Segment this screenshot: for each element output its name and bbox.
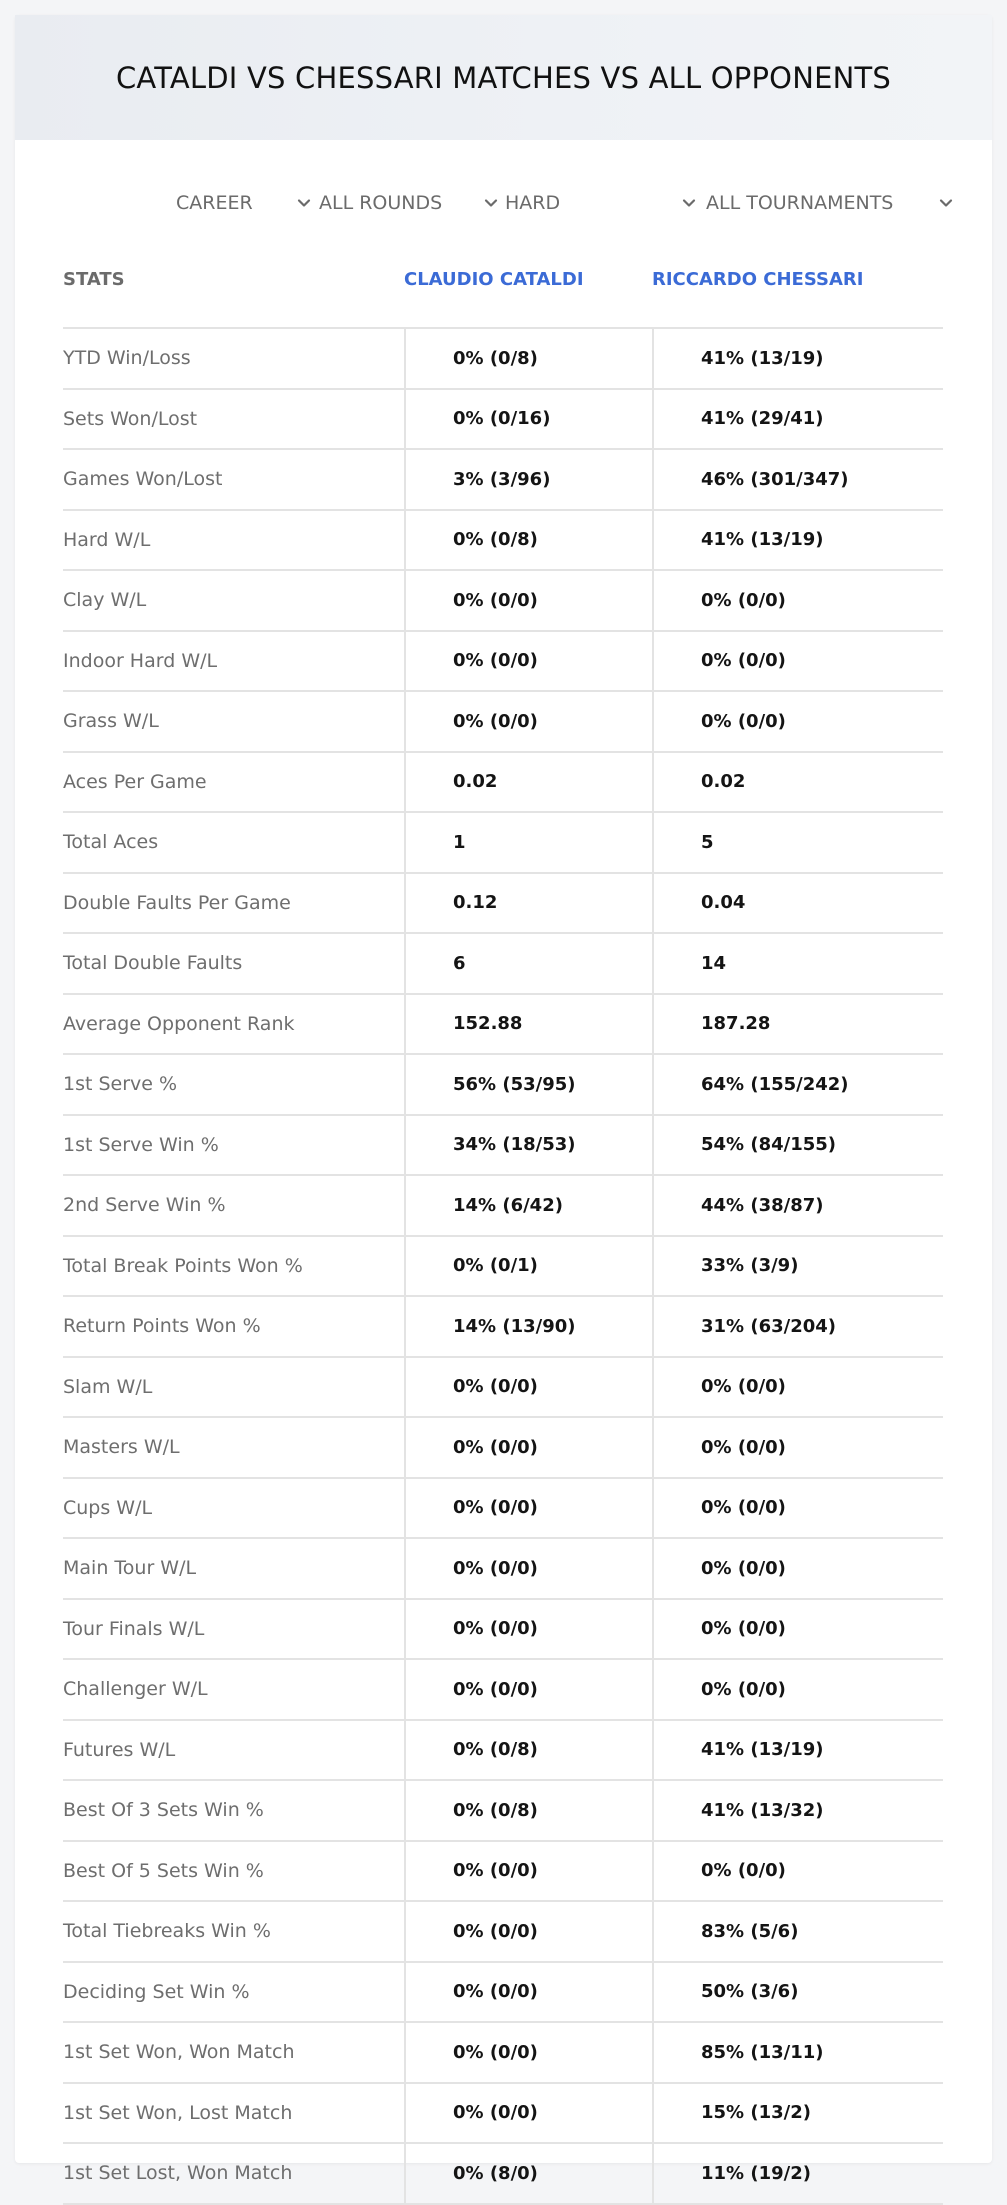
stat-label: Aces Per Game xyxy=(63,770,207,793)
table-row xyxy=(63,632,943,693)
stat-label: Total Aces xyxy=(63,831,159,854)
stat-label: 2nd Serve Win % xyxy=(63,1194,226,1217)
table-row xyxy=(63,1539,943,1600)
player2-value: 0.02 xyxy=(652,753,943,812)
page-title: CATALDI VS CHESSARI MATCHES VS ALL OPPONENTS xyxy=(115,60,892,95)
player1-value: 0% (8/0) xyxy=(404,2144,652,2203)
player1-value: 0% (0/0) xyxy=(404,1842,652,1901)
player2-value: 41% (13/19) xyxy=(652,329,943,388)
stat-label: Tour Finals W/L xyxy=(63,1617,205,1640)
chevron-down-icon xyxy=(296,195,312,211)
stat-label: Deciding Set Win % xyxy=(63,1980,250,2003)
table-row xyxy=(63,1660,943,1721)
player1-value: 0% (0/8) xyxy=(404,511,652,570)
filter-tournaments-select[interactable] xyxy=(706,183,954,223)
stat-label: Best Of 3 Sets Win % xyxy=(63,1799,264,1822)
stat-label: Sets Won/Lost xyxy=(63,407,198,430)
player1-value: 0% (0/0) xyxy=(404,1418,652,1477)
stat-label: Average Opponent Rank xyxy=(63,1012,295,1035)
player2-value: 44% (38/87) xyxy=(652,1176,943,1235)
player2-value: 0% (0/0) xyxy=(652,1479,943,1538)
player1-value: 0% (0/0) xyxy=(404,571,652,630)
filter-bar xyxy=(15,183,992,223)
table-row xyxy=(63,874,943,935)
player2-value: 31% (63/204) xyxy=(652,1297,943,1356)
player1-value: 0% (0/0) xyxy=(404,1600,652,1659)
stat-label: 1st Set Won, Lost Match xyxy=(63,2101,293,2124)
player1-value: 0% (0/0) xyxy=(404,692,652,751)
table-row xyxy=(63,1479,943,1540)
stat-label: 1st Set Won, Won Match xyxy=(63,2041,295,2064)
stat-label: Total Tiebreaks Win % xyxy=(63,1920,271,1943)
table-row xyxy=(63,995,943,1056)
column-header-player2[interactable]: RICCARDO CHESSARI xyxy=(652,269,864,290)
table-row xyxy=(63,2023,943,2084)
player2-value: 15% (13/2) xyxy=(652,2084,943,2143)
stats-table xyxy=(63,249,943,2205)
player1-value: 0% (0/8) xyxy=(404,1721,652,1780)
player1-value: 1 xyxy=(404,813,652,872)
player1-value: 0% (0/0) xyxy=(404,1479,652,1538)
stat-label: 1st Set Lost, Won Match xyxy=(63,2162,293,2185)
filter-career-select[interactable] xyxy=(176,183,312,223)
card-header xyxy=(15,15,992,140)
table-row xyxy=(63,329,943,390)
player2-value: 33% (3/9) xyxy=(652,1237,943,1296)
stat-label: Hard W/L xyxy=(63,528,151,551)
player2-value: 41% (29/41) xyxy=(652,390,943,449)
table-row xyxy=(63,1116,943,1177)
filter-rounds-value: ALL ROUNDS xyxy=(319,192,443,214)
player1-value: 0% (0/8) xyxy=(404,329,652,388)
table-row xyxy=(63,813,943,874)
table-row xyxy=(63,1781,943,1842)
player1-value: 0.12 xyxy=(404,874,652,933)
stat-label: Clay W/L xyxy=(63,589,147,612)
player2-value: 0% (0/0) xyxy=(652,1358,943,1417)
table-row xyxy=(63,1418,943,1479)
stat-label: Total Double Faults xyxy=(63,952,243,975)
player1-value: 34% (18/53) xyxy=(404,1116,652,1175)
player1-value: 0% (0/0) xyxy=(404,1963,652,2022)
table-row xyxy=(63,753,943,814)
table-row xyxy=(63,2084,943,2145)
player2-value: 85% (13/11) xyxy=(652,2023,943,2082)
stat-label: Cups W/L xyxy=(63,1496,153,1519)
player2-value: 0% (0/0) xyxy=(652,1418,943,1477)
stat-label: Best Of 5 Sets Win % xyxy=(63,1859,264,1882)
stat-label: Return Points Won % xyxy=(63,1315,261,1338)
player1-value: 6 xyxy=(404,934,652,993)
player2-value: 41% (13/19) xyxy=(652,1721,943,1780)
player1-value: 14% (6/42) xyxy=(404,1176,652,1235)
stats-card xyxy=(15,15,992,2185)
player2-value: 0% (0/0) xyxy=(652,1660,943,1719)
table-body xyxy=(63,329,943,2205)
player1-value: 0% (0/0) xyxy=(404,2023,652,2082)
table-row xyxy=(63,511,943,572)
player1-value: 0% (0/8) xyxy=(404,1781,652,1840)
player2-value: 0% (0/0) xyxy=(652,1842,943,1901)
player2-value: 83% (5/6) xyxy=(652,1902,943,1961)
table-row xyxy=(63,1721,943,1782)
table-row xyxy=(63,450,943,511)
stat-label: 1st Serve % xyxy=(63,1073,178,1096)
stat-label: Grass W/L xyxy=(63,710,159,733)
stat-label: Double Faults Per Game xyxy=(63,891,291,914)
stat-label: Main Tour W/L xyxy=(63,1557,197,1580)
player2-value: 0% (0/0) xyxy=(652,1539,943,1598)
table-row xyxy=(63,934,943,995)
player1-value: 0% (0/0) xyxy=(404,2084,652,2143)
table-header xyxy=(63,249,943,329)
table-row xyxy=(63,390,943,451)
player1-value: 0.02 xyxy=(404,753,652,812)
player2-value: 14 xyxy=(652,934,943,993)
player2-value: 0% (0/0) xyxy=(652,1600,943,1659)
filter-surface-select[interactable] xyxy=(505,183,697,223)
player1-value: 0% (0/0) xyxy=(404,1539,652,1598)
player1-value: 3% (3/96) xyxy=(404,450,652,509)
table-row xyxy=(63,1358,943,1419)
table-row xyxy=(63,2144,943,2205)
stat-label: Masters W/L xyxy=(63,1436,180,1459)
player2-value: 0% (0/0) xyxy=(652,692,943,751)
stat-label: Total Break Points Won % xyxy=(63,1254,303,1277)
table-row xyxy=(63,1237,943,1298)
filter-tournaments-value: ALL TOURNAMENTS xyxy=(706,192,894,214)
player2-value: 11% (19/2) xyxy=(652,2144,943,2203)
player1-value: 0% (0/0) xyxy=(404,1902,652,1961)
player2-value: 41% (13/19) xyxy=(652,511,943,570)
table-row xyxy=(63,1963,943,2024)
stat-label: Futures W/L xyxy=(63,1738,176,1761)
table-row xyxy=(63,692,943,753)
column-header-stats: STATS xyxy=(63,269,125,290)
player2-value: 0% (0/0) xyxy=(652,571,943,630)
chevron-down-icon xyxy=(681,195,697,211)
filter-surface-value: HARD xyxy=(505,192,561,214)
column-header-player1[interactable]: CLAUDIO CATALDI xyxy=(404,269,584,290)
player1-value: 56% (53/95) xyxy=(404,1055,652,1114)
stat-label: Challenger W/L xyxy=(63,1678,208,1701)
chevron-down-icon xyxy=(938,195,954,211)
player2-value: 64% (155/242) xyxy=(652,1055,943,1114)
player2-value: 50% (3/6) xyxy=(652,1963,943,2022)
chevron-down-icon xyxy=(483,195,499,211)
stat-label: YTD Win/Loss xyxy=(63,347,191,370)
stat-label: Slam W/L xyxy=(63,1375,153,1398)
table-row xyxy=(63,1600,943,1661)
stat-label: Indoor Hard W/L xyxy=(63,649,218,672)
player2-value: 54% (84/155) xyxy=(652,1116,943,1175)
stat-label: 1st Serve Win % xyxy=(63,1133,219,1156)
player2-value: 5 xyxy=(652,813,943,872)
player1-value: 0% (0/1) xyxy=(404,1237,652,1296)
table-row xyxy=(63,1842,943,1903)
player1-value: 152.88 xyxy=(404,995,652,1054)
table-row xyxy=(63,1055,943,1116)
table-row xyxy=(63,1297,943,1358)
player2-value: 187.28 xyxy=(652,995,943,1054)
stat-label: Games Won/Lost xyxy=(63,468,223,491)
table-row xyxy=(63,571,943,632)
player1-value: 0% (0/0) xyxy=(404,632,652,691)
table-row xyxy=(63,1176,943,1237)
filter-rounds-select[interactable] xyxy=(319,183,499,223)
player1-value: 14% (13/90) xyxy=(404,1297,652,1356)
player2-value: 46% (301/347) xyxy=(652,450,943,509)
player1-value: 0% (0/0) xyxy=(404,1358,652,1417)
table-row xyxy=(63,1902,943,1963)
player1-value: 0% (0/16) xyxy=(404,390,652,449)
player2-value: 0.04 xyxy=(652,874,943,933)
player2-value: 41% (13/32) xyxy=(652,1781,943,1840)
filter-career-value: CAREER xyxy=(176,192,253,214)
player2-value: 0% (0/0) xyxy=(652,632,943,691)
player1-value: 0% (0/0) xyxy=(404,1660,652,1719)
